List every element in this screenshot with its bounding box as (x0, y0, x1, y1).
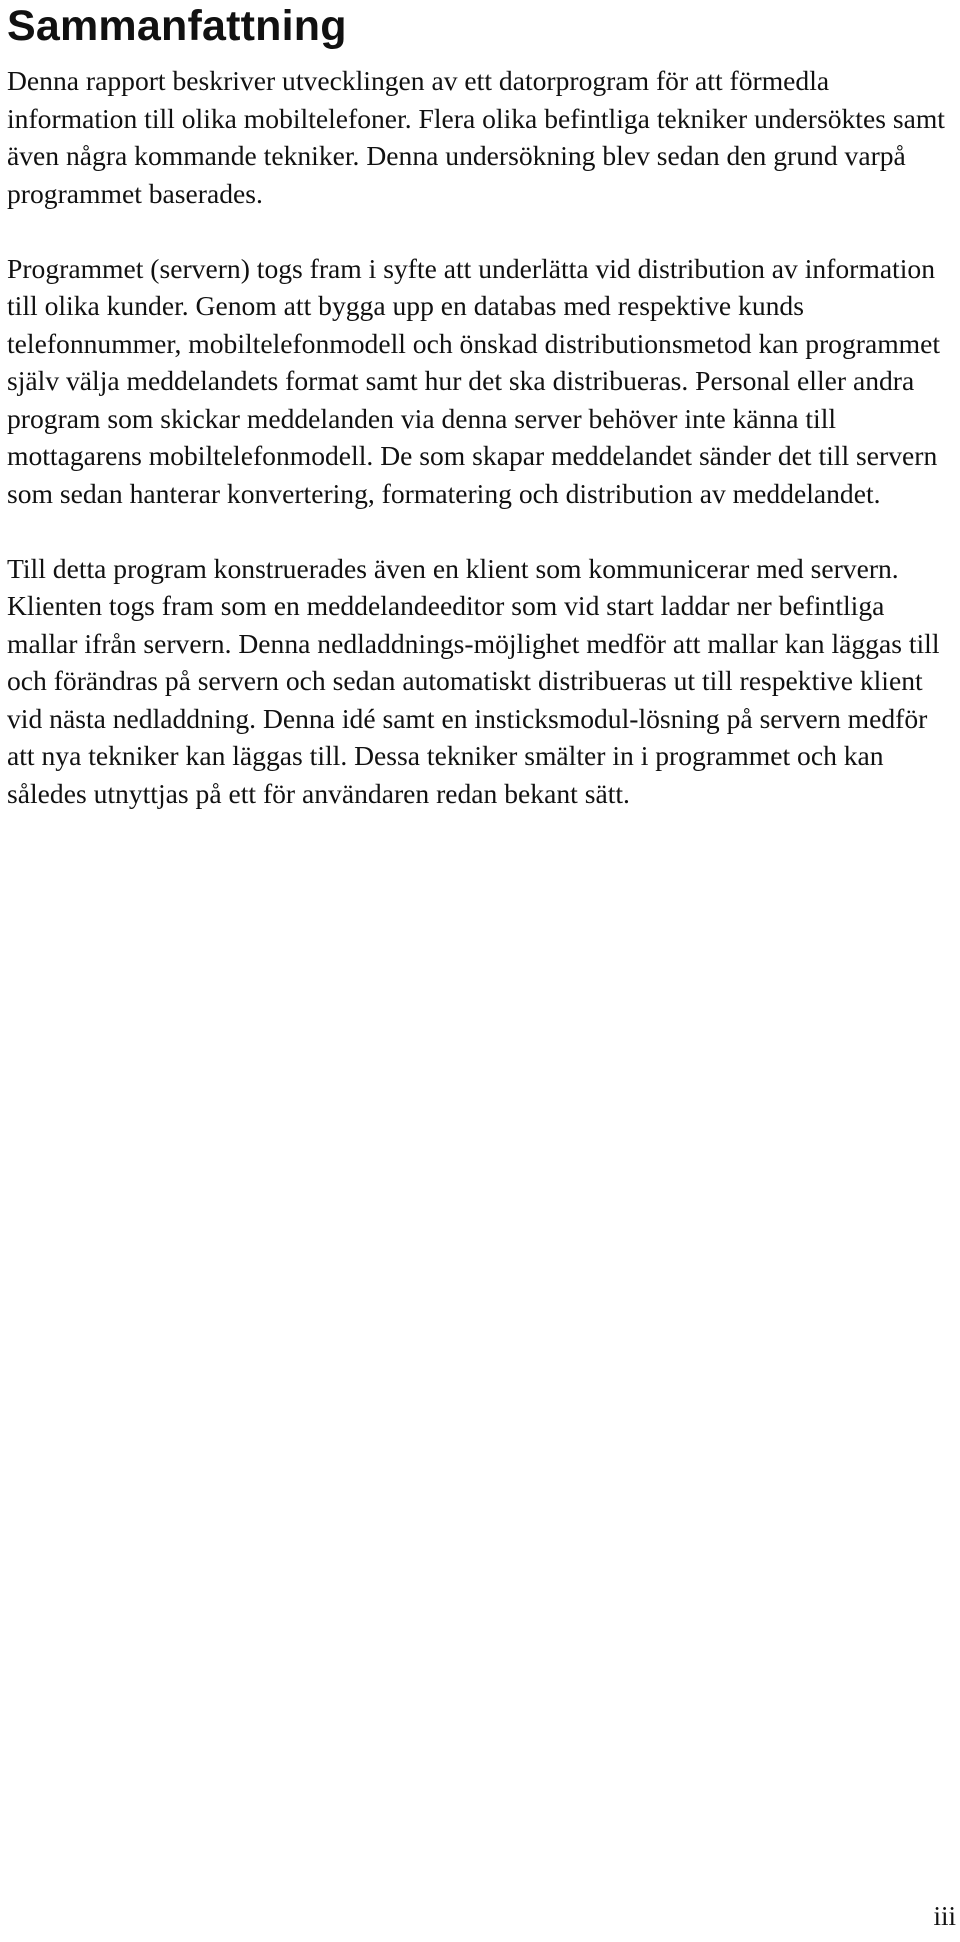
paragraph-3: Till detta program konstruerades även en klient som kommunicerar med servern. Klienten togs fram som en meddelandeeditor som vid start laddar ner befintliga mallar ifrån servern. Denna nedladdnings-möjlighet medför att mallar kan läggas till och förändras på servern och sedan automatiskt distribueras ut till respektive klient vid nästa nedladdning. Denna idé samt en insticksmodul-lösning på servern medför att nya tekniker kan läggas till. Dessa tekniker smälter in i programmet och kan således utnyttjas på ett för användaren redan bekant sätt. (7, 552, 940, 809)
page-title: Sammanfattning (7, 2, 347, 50)
paragraph-2: Programmet (servern) togs fram i syfte att underlätta vid distribution av information till olika kunder. Genom att bygga upp en databas med respektive kunds telefonnummer, mobiltelefonmodell och önskad distributionsmetod kan programmet själv välja meddelandets format samt hur det ska distribueras. Personal eller andra program som skickar meddelanden via denna server behöver inte känna till mottagarens mobiltelefonmodell. De som skapar meddelandet sänder det till servern som sedan hanterar konvertering, formatering och distribution av meddelandet. (7, 252, 941, 509)
page-number: iii (933, 1901, 956, 1931)
paragraph-1: Denna rapport beskriver utvecklingen av ett datorprogram för att förmedla information till olika mobiltelefoner. Flera olika befintliga tekniker undersöktes samt även några kommande tekniker. Denna undersökning blev sedan den grund varpå programmet baserades. (7, 65, 945, 209)
summary-body (7, 62, 952, 850)
